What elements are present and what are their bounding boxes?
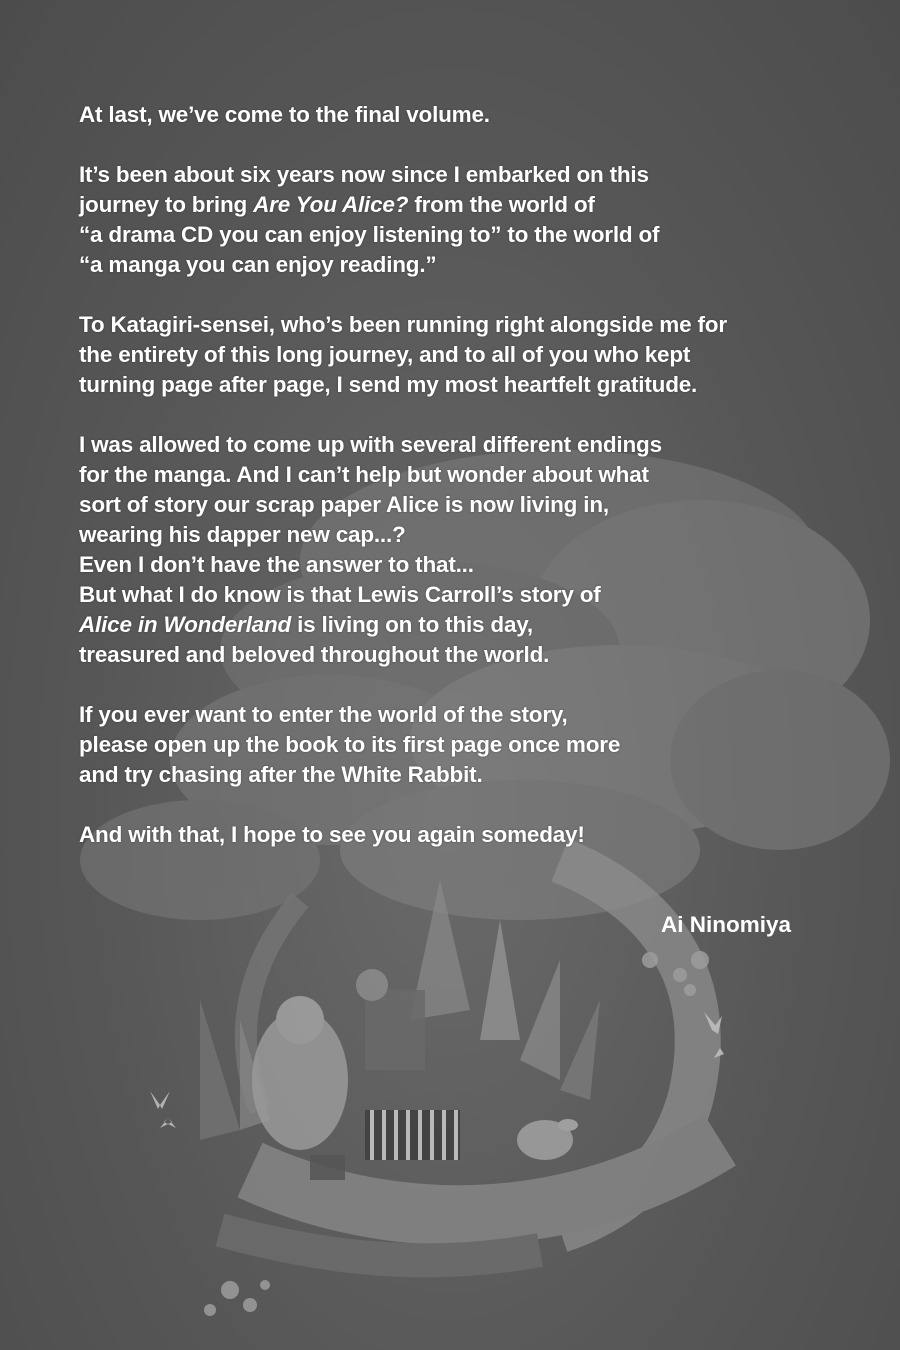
text-line bbox=[79, 310, 819, 340]
text-run: treasured and beloved throughout the world. bbox=[79, 642, 550, 667]
text-line bbox=[79, 820, 819, 850]
title-run: Are You Alice? bbox=[253, 192, 409, 217]
author-signature: Ai Ninomiya bbox=[660, 912, 791, 937]
text-line bbox=[79, 100, 819, 130]
text-run: To Katagiri-sensei, who’s been running right alongside me for bbox=[79, 312, 727, 337]
text-run: It’s been about six years now since I embarked on this bbox=[79, 162, 649, 187]
text-run: from the world of bbox=[408, 192, 595, 217]
text-line bbox=[79, 370, 819, 400]
paragraph bbox=[79, 100, 819, 130]
text-line bbox=[79, 430, 819, 460]
text-run: I was allowed to come up with several different endings bbox=[79, 432, 662, 457]
text-run: And with that, I hope to see you again someday! bbox=[79, 822, 585, 847]
paragraph bbox=[79, 430, 819, 670]
text-run: If you ever want to enter the world of the story, bbox=[79, 702, 568, 727]
text-line bbox=[79, 160, 819, 190]
text-line bbox=[79, 460, 819, 490]
text-run: is living on to this day, bbox=[291, 612, 533, 637]
paragraph bbox=[79, 700, 819, 790]
text-run: the entirety of this long journey, and to all of you who kept bbox=[79, 342, 691, 367]
text-line bbox=[79, 640, 819, 670]
text-run: and try chasing after the White Rabbit. bbox=[79, 762, 483, 787]
title-run: Alice in Wonderland bbox=[79, 612, 292, 637]
paragraph bbox=[79, 160, 819, 280]
text-line bbox=[79, 220, 819, 250]
text-line bbox=[79, 190, 819, 220]
text-run: At last, we’ve come to the final volume. bbox=[79, 102, 490, 127]
text-run: please open up the book to its first page once more bbox=[79, 732, 621, 757]
text-line bbox=[79, 760, 819, 790]
text-run: sort of story our scrap paper Alice is now living in, bbox=[79, 492, 609, 517]
paragraph bbox=[79, 310, 819, 400]
text-line bbox=[79, 250, 819, 280]
afterword-text bbox=[79, 100, 819, 880]
text-line bbox=[79, 550, 819, 580]
text-run: Even I don’t have the answer to that... bbox=[79, 552, 474, 577]
paragraph bbox=[79, 820, 819, 850]
text-run: wearing his dapper new cap...? bbox=[79, 522, 406, 547]
text-line bbox=[79, 520, 819, 550]
text-run: turning page after page, I send my most heartfelt gratitude. bbox=[79, 372, 698, 397]
text-line bbox=[79, 700, 819, 730]
text-run: “a manga you can enjoy reading.” bbox=[79, 252, 437, 277]
text-line bbox=[79, 580, 819, 610]
text-line bbox=[79, 610, 819, 640]
text-run: for the manga. And I can’t help but wonder about what bbox=[79, 462, 649, 487]
text-line bbox=[79, 340, 819, 370]
text-line bbox=[79, 730, 819, 760]
text-run: But what I do know is that Lewis Carroll’s story of bbox=[79, 582, 601, 607]
text-run: journey to bring bbox=[79, 192, 254, 217]
text-line bbox=[79, 490, 819, 520]
text-run: “a drama CD you can enjoy listening to” to the world of bbox=[79, 222, 660, 247]
white-rabbit bbox=[517, 1119, 578, 1160]
